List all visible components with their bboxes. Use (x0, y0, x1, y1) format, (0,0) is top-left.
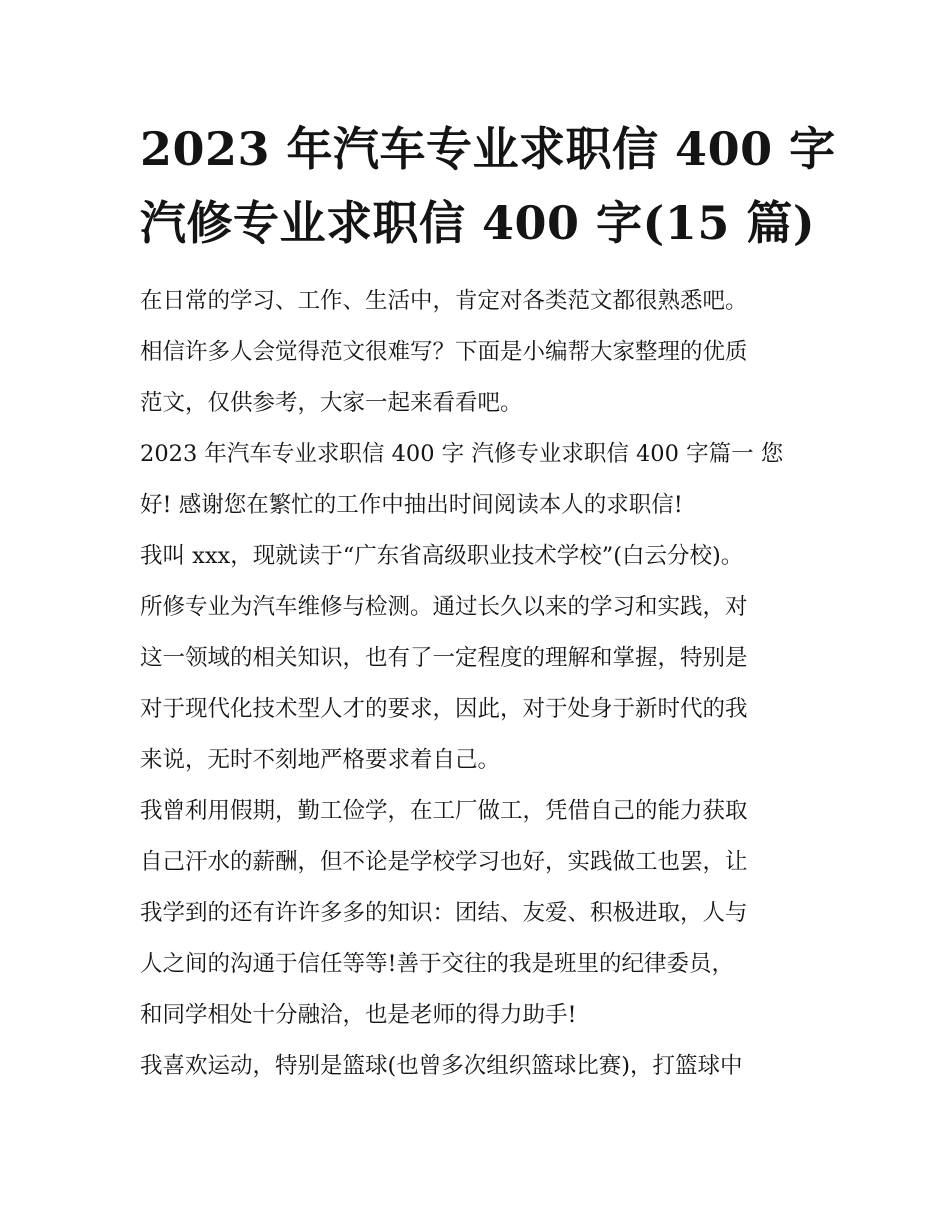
body-line: 好! 感谢您在繁忙的工作中抽出时间阅读本人的求职信! (140, 492, 683, 518)
body-line: 我学到的还有许许多多的知识：团结、友爱、积极进取，人与 (140, 900, 748, 926)
body-line: 所修专业为汽车维修与检测。通过长久以来的学习和实践，对 (140, 594, 748, 620)
document-title (140, 112, 836, 260)
body-line: 我曾利用假期，勤工俭学，在工厂做工，凭借自己的能力获取 (140, 798, 748, 824)
body-line: 人之间的沟通于信任等等!善于交往的我是班里的纪律委员， (140, 951, 735, 977)
body-line: 相信许多人会觉得范文很难写？下面是小编帮大家整理的优质 (140, 339, 748, 365)
body-line: 我喜欢运动，特别是篮球(也曾多次组织篮球比赛)，打篮球中 (140, 1053, 743, 1079)
document-body (140, 282, 830, 1098)
body-line: 在日常的学习、工作、生活中，肯定对各类范文都很熟悉吧。 (140, 288, 748, 314)
title-line-2: 汽修专业求职信 400 字(15 篇) (140, 196, 816, 250)
title-line-1: 2023 年汽车专业求职信 400 字 (140, 122, 836, 176)
body-line: 和同学相处十分融洽，也是老师的得力助手! (140, 1002, 577, 1028)
body-line: 2023 年汽车专业求职信 400 字 汽修专业求职信 400 字篇一 您 (140, 441, 784, 467)
body-line: 对于现代化技术型人才的要求，因此，对于处身于新时代的我 (140, 696, 748, 722)
body-line: 我叫 xxx，现就读于“广东省高级职业技术学校”(白云分校)。 (140, 543, 744, 569)
body-line: 自己汗水的薪酬，但不论是学校学习也好，实践做工也罢，让 (140, 849, 748, 875)
body-line: 这一领域的相关知识，也有了一定程度的理解和掌握，特别是 (140, 645, 748, 671)
body-line: 范文，仅供参考，大家一起来看看吧。 (140, 390, 523, 416)
body-line: 来说，无时不刻地严格要求着自己。 (140, 747, 501, 773)
